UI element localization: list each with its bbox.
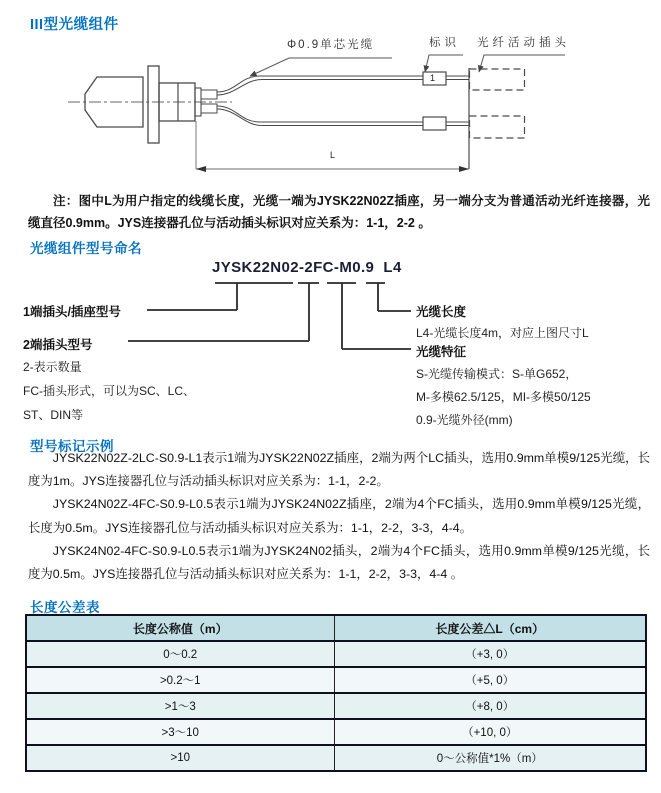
cell-tolerance: （+10, 0） — [334, 719, 646, 745]
plug-callout-label: 光纤活动插头 — [477, 37, 570, 49]
cell-tolerance: （+5, 0） — [334, 667, 646, 693]
table-header-row — [26, 615, 646, 641]
tolerance-section-heading: 长度公差表 — [30, 600, 100, 615]
table-row — [26, 641, 646, 667]
end2-desc-quantity: 2-表示数量 — [23, 360, 82, 374]
example-paragraph-3: JYSK24N02-4FC-S0.9-L0.5表示1端为JYSK24N02插头，2端为4个FC插头，选用0.9mm单模9/125光缆，长度为0.5m。JYS连接器孔位与活动插头标识对应关系为：1-1，2-2，3-3，4-4 。 — [28, 543, 650, 582]
cell-tolerance: （+8, 0） — [334, 693, 646, 719]
marker-callout-label: 标识 — [429, 37, 460, 49]
marker-number: 1 — [430, 73, 436, 83]
column-header-nominal: 长度公称值（m） — [26, 615, 334, 641]
end2-label: 2端插头型号 — [23, 338, 93, 352]
model-number: JYSK22N02-2FC-M0.9 L4 — [212, 259, 402, 276]
table-row — [26, 719, 646, 745]
cell-nominal: >1～3 — [26, 693, 334, 719]
example-paragraph-1: JYSK22N02Z-2LC-S0.9-L1表示1端为JYSK22N02Z插座，2端为两个LC插头，选用0.9mm单模9/125光缆，长度为1m。JYS连接器孔位与活动插头标识对应关系为：1-1，2-2。 — [28, 451, 650, 489]
table-row — [26, 667, 646, 693]
cable-feature-desc-mode: S-光缆传输模式：S-单G652， — [416, 367, 578, 381]
cable-length-desc: L4-光缆长度4m，对应上图尺寸L — [416, 326, 589, 340]
cable-feature-desc-multimode: M-多模62.5/125，MI-多模50/125 — [416, 390, 591, 404]
column-header-tolerance: 长度公差△L（cm） — [334, 615, 646, 641]
cell-nominal: >10 — [26, 745, 334, 771]
dimension-label: L — [330, 150, 336, 160]
note-paragraph: 注：图中L为用户指定的线缆长度，光缆一端为JYSK22N02Z插座，另一端分支为普通活动光纤连接器，光缆直径0.9mm。JYS连接器孔位与活动插头标识对应关系为：1-1，2-2 。 — [28, 194, 650, 230]
cable-assembly-drawing — [0, 32, 661, 182]
cable-length-label: 光缆长度 — [416, 305, 467, 319]
table-row — [26, 693, 646, 719]
cable-feature-desc-diameter: 0.9-光缆外径(mm) — [416, 413, 513, 427]
length-tolerance-table — [25, 614, 647, 772]
end1-label: 1端插头/插座型号 — [23, 305, 121, 319]
examples-block — [28, 447, 650, 586]
cable-callout-label: Φ0.9单芯光缆 — [287, 39, 375, 51]
cell-tolerance: 0～公称值*1%（m） — [334, 745, 646, 771]
table-row — [26, 745, 646, 771]
end2-desc-type: FC-插头形式，可以为SC、LC、 — [23, 384, 196, 398]
cell-nominal: >0.2～1 — [26, 667, 334, 693]
page-title: III型光缆组件 — [30, 17, 119, 33]
cell-nominal: 0～0.2 — [26, 641, 334, 667]
cable-feature-label: 光缆特征 — [416, 345, 467, 359]
model-naming-diagram — [0, 256, 661, 426]
end2-desc-type2: ST、DIN等 — [23, 408, 84, 422]
cell-nominal: >3～10 — [26, 719, 334, 745]
examples-section-heading: 型号标记示例 — [30, 439, 114, 454]
cell-tolerance: （+3, 0） — [334, 641, 646, 667]
naming-section-heading: 光缆组件型号命名 — [30, 241, 142, 256]
example-paragraph-2: JYSK24N02Z-4FC-S0.9-L0.5表示1端为JYSK24N02Z插座，2端为4个FC插头，选用0.9mm单模9/125光缆，长度为0.5m。JYS连接器孔位与活动插头标识对应关系为：1-1，2-2，3-3，4-4。 — [28, 497, 650, 535]
